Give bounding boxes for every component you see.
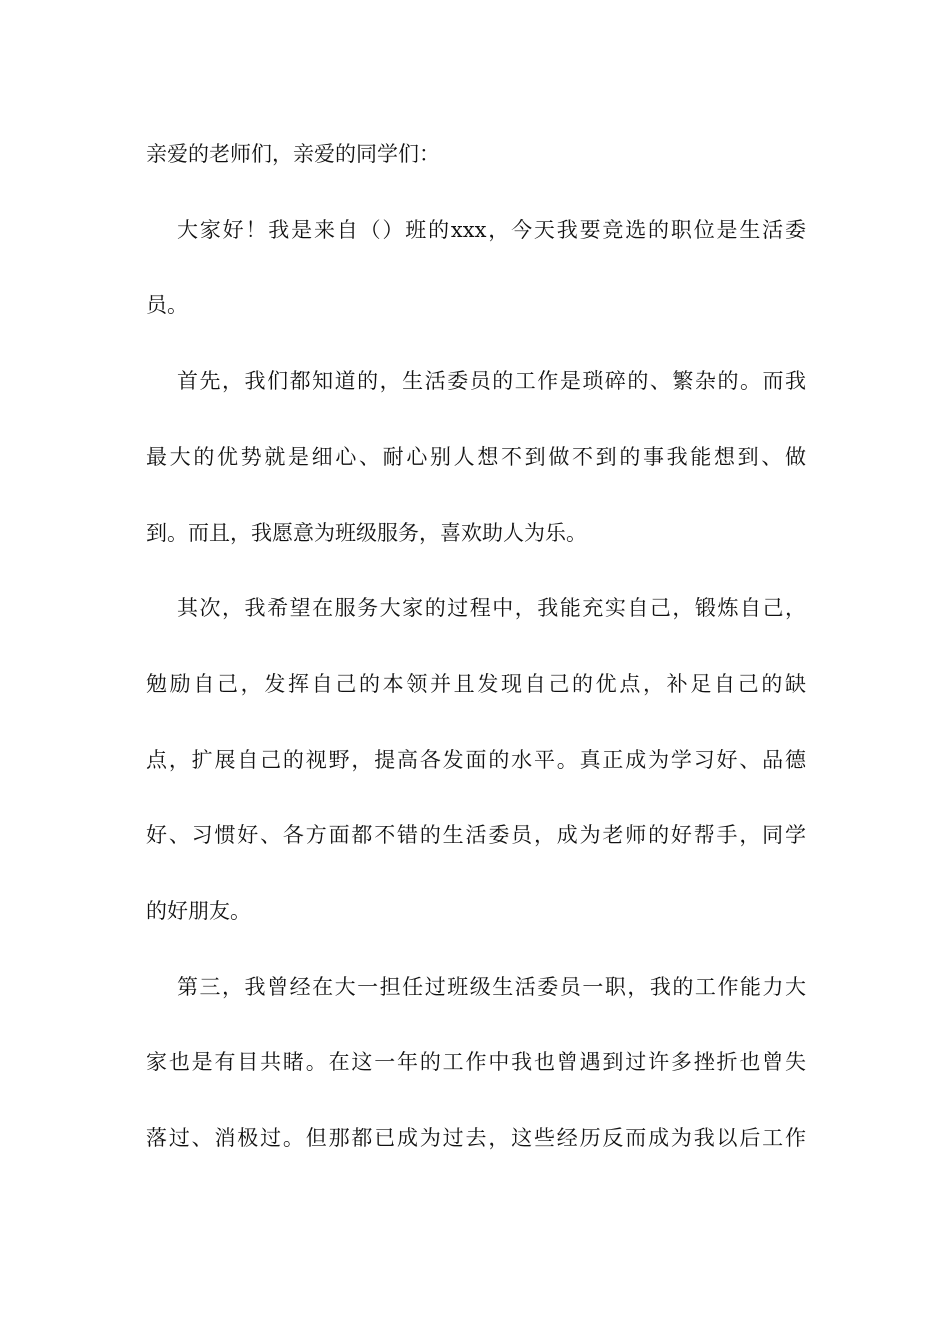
paragraph-4-line-3: 落过、消极过。但那都已成为过去，这些经历反而成为我以后工作 (146, 1126, 806, 1150)
paragraph-2-line-1: 首先，我们都知道的，生活委员的工作是琐碎的、繁杂的。而我 (177, 369, 806, 393)
paragraph-1-line-1: 大家好！我是来自（）班的xxx，今天我要竞选的职位是生活委 (177, 218, 806, 242)
paragraph-3-line-1: 其次，我希望在服务大家的过程中，我能充实自己，锻炼自己， (177, 596, 806, 620)
paragraph-3-line-3: 点，扩展自己的视野，提高各发面的水平。真正成为学习好、品德 (146, 748, 806, 772)
paragraph-1-line-2: 员。 (146, 293, 188, 317)
paragraph-4-line-1: 第三，我曾经在大一担任过班级生活委员一职，我的工作能力大 (177, 975, 806, 999)
paragraph-3-line-5: 的好朋友。 (146, 899, 251, 923)
paragraph-2-line-3: 到。而且，我愿意为班级服务，喜欢助人为乐。 (146, 521, 587, 545)
paragraph-4-line-2: 家也是有目共睹。在这一年的工作中我也曾遇到过许多挫折也曾失 (146, 1050, 806, 1074)
salutation: 亲爱的老师们，亲爱的同学们： (146, 142, 440, 166)
paragraph-2-line-2: 最大的优势就是细心、耐心别人想不到做不到的事我能想到、做 (146, 445, 806, 469)
paragraph-3-line-2: 勉励自己，发挥自己的本领并且发现自己的优点，补足自己的缺 (146, 672, 806, 696)
paragraph-3-line-4: 好、习惯好、各方面都不错的生活委员，成为老师的好帮手，同学 (146, 823, 806, 847)
